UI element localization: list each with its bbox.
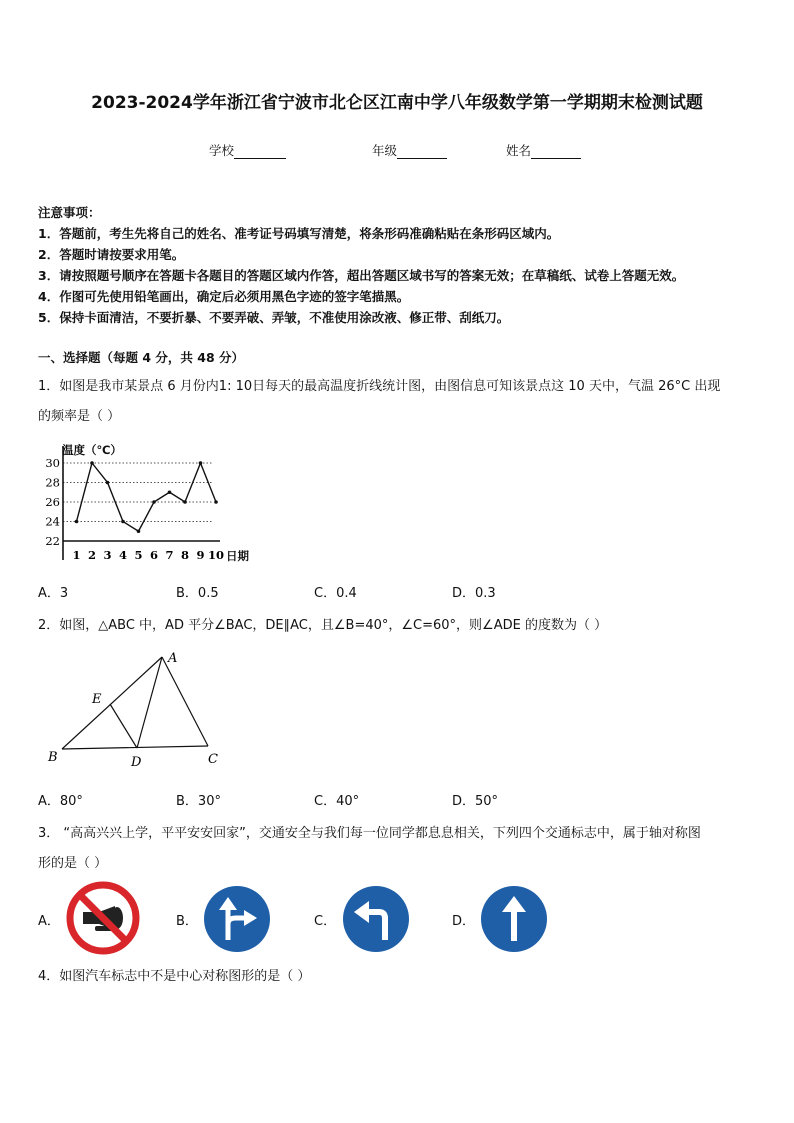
q1-option-d[interactable]: D．0.3 [452,586,496,601]
no-honking-sign-icon [65,880,141,956]
segment-ad [137,657,162,748]
notes-heading: 注意事项： [38,205,101,220]
q2-option-c[interactable]: C．40° [314,794,360,809]
label-c: C [208,752,218,767]
q4-text: 4．如图汽车标志中不是中心对称图形的是（ ） [38,969,311,984]
q1-text-line1: 1．如图是我市某景点 6 月份内1: 10日每天的最高温度折线统计图，由图信息可知该景点这 10 天中，气温 26°C 出现 [38,379,721,394]
segment-ac [162,657,208,746]
data-point [168,490,172,494]
q1-option-c[interactable]: C．0.4 [314,586,357,601]
q3-option-a[interactable]: A． [38,914,60,929]
label-d: D [131,755,142,770]
data-point [121,520,125,524]
grade-field[interactable] [372,141,447,159]
note-item: 2．答题时请按要求用笔。 [38,247,185,262]
note-item: 3．请按照题号顺序在答题卡各题目的答题区域内作答，超出答题区域书写的答案无效；在草稿纸、试卷上答题无效。 [38,268,685,283]
left-turn-sign-icon [341,884,411,954]
q2-option-d[interactable]: D．50° [452,794,499,809]
y-tick-label: 30 [45,456,60,470]
q3-text-line2: 形的是（ ） [38,856,108,871]
data-point [137,529,141,533]
name-field[interactable] [506,141,581,159]
q3-option-c[interactable]: C． [314,914,337,929]
temperature-series-line [77,463,217,531]
x-tick-label: 6 [149,548,159,562]
page-title: 2023-2024学年浙江省宁波市北仑区江南中学八年级数学第一学期期末检测试题 [91,93,703,113]
y-tick-label: 28 [45,475,60,490]
school-field[interactable] [209,141,286,159]
q1-text-line2: 的频率是（ ） [38,409,121,424]
segment-ab [62,657,162,749]
segment-de [110,704,137,748]
grade-blank[interactable] [397,144,447,159]
y-axis-label: 温度（℃） [62,443,122,457]
straight-ahead-sign-icon [479,884,549,954]
data-point [183,500,187,504]
q1-option-a[interactable]: A．3 [38,586,69,601]
grade-label: 年级 [372,143,398,158]
x-tick-label: 3 [103,548,112,562]
data-point [199,461,203,465]
q2-option-a[interactable]: A．80° [38,794,83,809]
data-point [106,481,110,485]
note-item: 5．保持卡面清洁，不要折暴、不要弄破、弄皱，不准使用涂改液、修正带、刮纸刀。 [38,310,510,325]
q2-text: 2．如图，△ABC 中，AD 平分∠BAC，DE∥AC，且∠B=40°，∠C=60°，则∠ADE 的度数为（ ） [38,618,608,633]
section-heading: 一、选择题（每题 4 分，共 48 分） [38,350,245,365]
x-tick-label: 2 [87,548,97,562]
triangle-abc-figure [40,645,240,775]
q2-option-b[interactable]: B．30° [176,794,221,809]
x-tick-label: 1 [72,548,81,562]
label-e: E [92,692,102,707]
x-axis-label: 日期 [226,549,249,563]
label-b: B [48,750,58,765]
name-blank[interactable] [531,144,581,159]
data-point [90,461,94,465]
data-point [214,500,218,504]
x-tick-label: 8 [180,548,190,562]
name-label: 姓名 [506,143,532,158]
note-item: 1．答题前，考生先将自己的姓名、准考证号码填写清楚，将条形码准确粘贴在条形码区域内。 [38,226,560,241]
q3-option-d[interactable]: D． [452,914,476,929]
label-a: A [168,651,178,666]
school-label: 学校 [209,143,235,158]
y-tick-label: 26 [45,495,60,509]
x-tick-label: 4 [118,548,128,562]
x-tick-label: 10 [207,548,225,562]
q3-option-b[interactable]: B． [176,914,198,929]
q1-option-b[interactable]: B．0.5 [176,586,219,601]
data-point [75,520,79,524]
x-tick-label: 7 [165,548,174,562]
segment-bc [62,746,208,749]
school-blank[interactable] [234,144,286,159]
x-tick-label: 5 [134,548,143,562]
y-tick-label: 22 [45,534,60,548]
note-item: 4．作图可先使用铅笔画出，确定后必须用黑色字迹的签字笔描黑。 [38,289,410,304]
y-tick-label: 24 [45,514,60,529]
temperature-line-chart [40,436,265,564]
q3-text-line1: 3． “高高兴兴上学，平平安安回家”，交通安全与我们每一位同学都息息相关，下列四个交通标志中，属于轴对称图 [38,826,701,841]
straight-or-right-turn-sign-icon [202,884,272,954]
x-tick-label: 9 [196,548,205,562]
data-point [152,500,156,504]
